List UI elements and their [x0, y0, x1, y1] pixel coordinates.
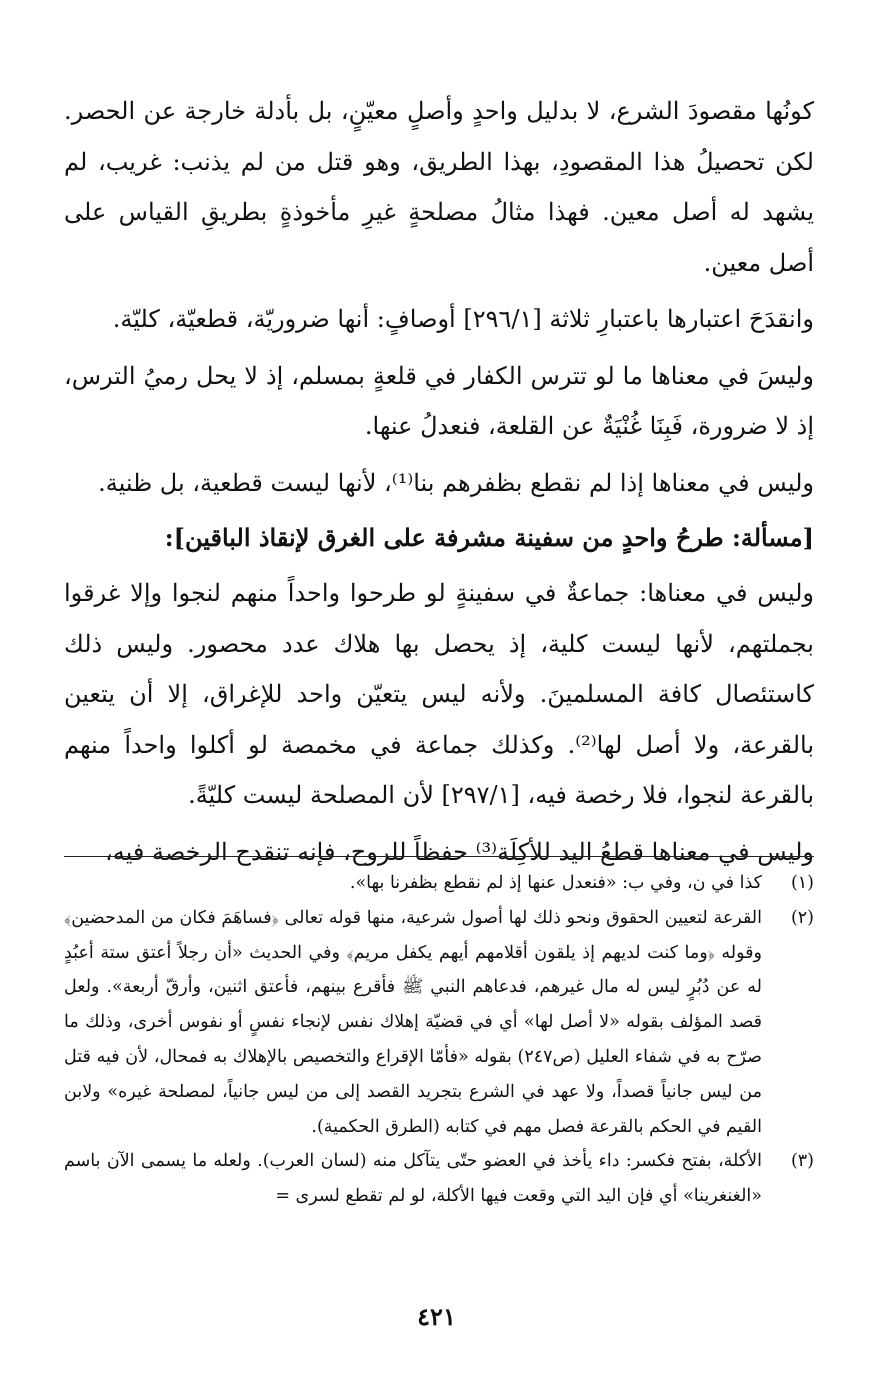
footnote-number: (٣) — [790, 1151, 814, 1172]
footnote-text: الأكلة، بفتح فكسر: داء يأخذ في العضو حتّى يتآكل منه (لسان العرب). ولعله ما يسمى الآن باسم «الغنغرينا» أي فإن اليد التي وقعت فيها الأكلة، لو لم تقطع لسرى = — [64, 1151, 762, 1207]
footnotes — [64, 866, 814, 1214]
footnote-number: (٢) — [790, 907, 814, 928]
footnote-3 — [64, 1144, 814, 1214]
footnote-text: القرعة لتعيين الحقوق ونحو ذلك لها أصول شرعية، منها قوله تعالى ﴿فساهَمَ فكان من المدحضين﴾ وقوله ﴿وما كنت لديهم إذ يلقون أقلامهم أيهم يكفل مريم﴾ وفي الحديث «أن رجلاً أعتق ستة أعبُدٍ له عن دُبُرٍ ليس له مال غيرهم، فدعاهم النبي ﷺ فأقرع بينهم، فأعتق اثنين، وأرقّ أربعة». ولعل قصد المؤلف بقوله «لا أصل لها» أي في قضيّة إهلاك نفس لإنجاء نفسٍ أو نفوس أخرى، وذلك ما صرّح به في شفاء العليل (ص٢٤٧) بقوله «فأمّا الإقراع والتخصيص بالإهلاك به فمحال، لأن فيه قتل من ليس جانياً قصداً، ولا عهد في الشرع بتجريد القصد إلى من ليس جانياً، لمصلحة غيره» ولابن القيم في الحكم بالقرعة فصل مهم في كتابه (الطرق الحكمية). — [64, 907, 763, 1137]
footnote-number: (١) — [790, 873, 814, 893]
footnote-text: كذا في ن، وفي ب: «فنعدل عنها إذ لم نقطع بظفرنا بها». — [349, 873, 762, 893]
section-heading: [مسألة: طرحُ واحدٍ من سفينة مشرفة على الغرق لإنقاذ الباقين]: — [164, 523, 814, 552]
paragraph-6: وليس في معناها قطعُ اليد للأكِلَة⁽³⁾ حفظاً للروح، فإنه تنقدح الرخصة فيه، — [105, 837, 814, 866]
footnote-1 — [64, 866, 814, 901]
paragraph-5: وليس في معناها: جماعةٌ في سفينةٍ لو طرحوا واحداً منهم لنجوا وإلا غرقوا بجملتهم، لأنها ليست كلية، إذ يحصل بها هلاك عدد محصور. وليس ذلك كاستئصال كافة المسلمينَ. ولأنه ليس يتعيّن واحد للإغراق، إلا أن يتعين بالقرعة، ولا أصل لها⁽²⁾. وكذلك جماعة في مخمصة لو أكلوا واحداً منهم بالقرعة لنجوا، فلا رخصة فيه، [٢٩٧/١] لأن المصلحة ليست كليّةً. — [64, 579, 815, 809]
footnote-divider — [64, 856, 814, 857]
main-text — [64, 86, 814, 877]
paragraph-2: وانقدَحَ اعتبارها باعتبارِ ثلاثة [٢٩٦/١] أوصافٍ: أنها ضروريّة، قطعيّة، كليّة. — [112, 305, 814, 333]
footnote-2 — [64, 901, 814, 1145]
paragraph-3: وليسَ في معناها ما لو تترس الكفار في قلعةٍ بمسلم، إذ لا يحل رميُ الترس، إذ لا ضرورة، فَبِنَا غُنْيَةٌ عن القلعة، فنعدلُ عنها. — [64, 361, 814, 440]
paragraph-1: كونُها مقصودَ الشرع، لا بدليل واحدٍ وأصلٍ معيّنٍ، بل بأدلة خارجة عن الحصر. لكن تحصيلُ هذا المقصودِ، بهذا الطريق، وهو قتل من لم يذنب: غريب، لم يشهد له أصل معين. فهذا مثالُ مصلحةٍ غيرِ مأخوذةٍ بطريقِ القياس على أصل معين. — [64, 97, 814, 277]
paragraph-4: وليس في معناها إذا لم نقطع بظفرهم بنا⁽¹⁾، لأنها ليست قطعية، بل ظنية. — [98, 468, 814, 497]
page-number: ٤٢١ — [417, 1302, 456, 1331]
